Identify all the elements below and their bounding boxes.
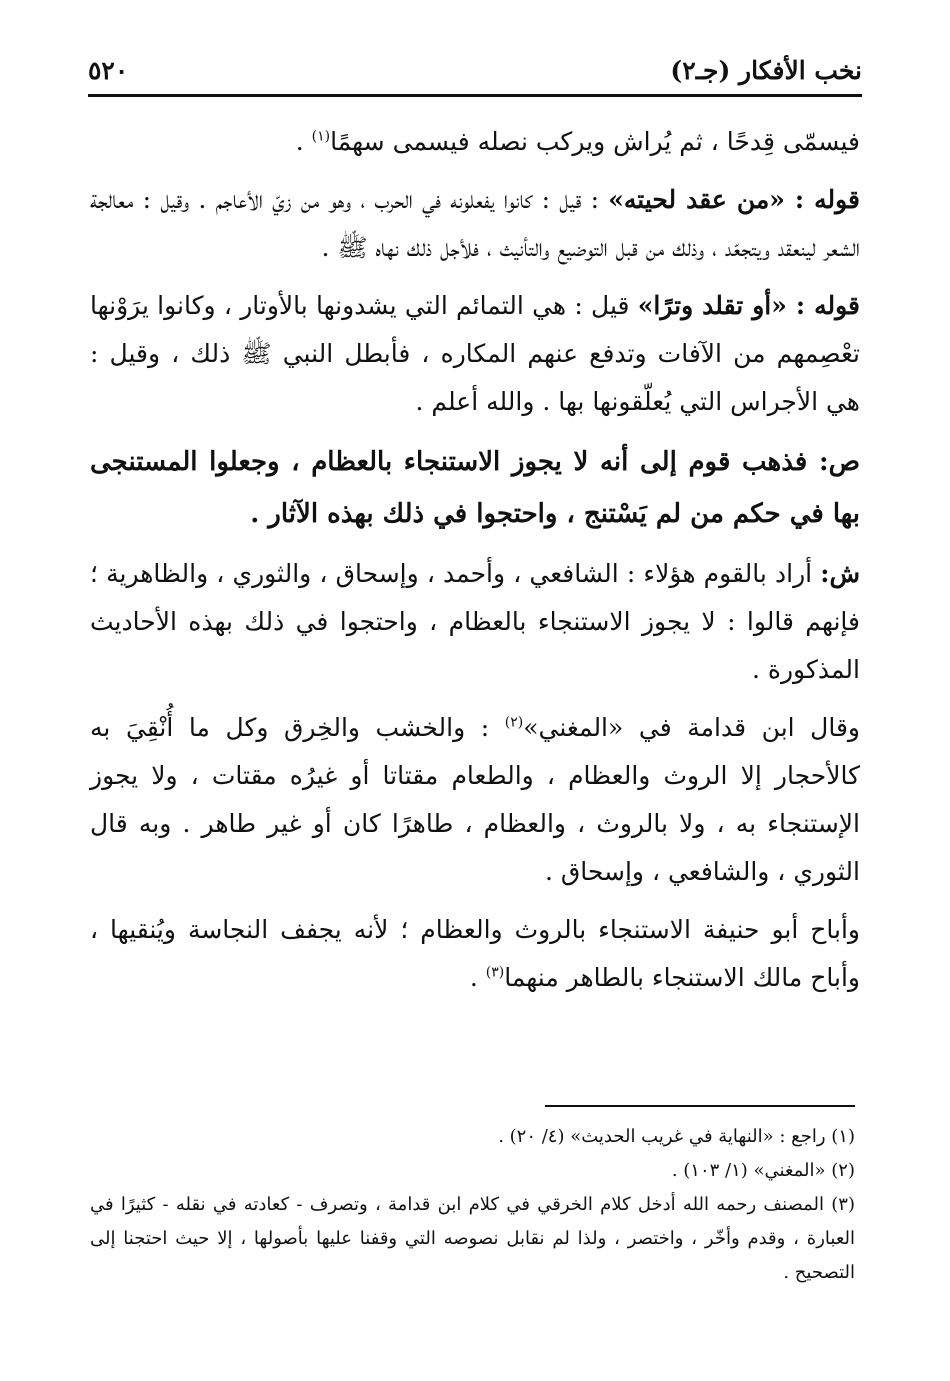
footnote-2: (٢) «المغني» (١/ ١٠٣) . [671,1160,855,1181]
paragraph-2 [90,176,860,272]
paragraph-text: : قيل : كانوا يفعلونه في الحرب ، وهو من زيّ الأعاجم . وقيل : معالجة الشعر لينعقد ويتجعّد ، وذلك من قبل التوضيع والتأنيث ، فلأجل ذلك نهاه ﷺ . [90,185,860,262]
paragraph-tail: . [295,127,312,156]
lemma-lead: قوله : «من عقد لحيته» [608,185,860,214]
page-header [88,52,862,94]
footnotes [90,1120,855,1290]
paragraph-5 [90,550,860,694]
paragraph-text: قيل : هي التمائم التي يشدونها بالأوتار ، وكانوا يرَوْنها تعْصِمهم من الآفات وتدفع عنهم المكاره ، فأبطل النبي ﷺ ذلك ، وقيل : هي الأجراس التي يُعلّقونها بها . والله أعلم . [90,291,860,416]
paragraph-3 [90,282,860,426]
paragraph-4 [90,436,860,540]
footnote-ref-3: (٣) [485,964,505,981]
paragraph-text: وقال ابن قدامة في «المغني» [523,713,860,742]
paragraph-text: وأباح أبو حنيفة الاستنجاء بالروث والعظام ؛ لأنه يجفف النجاسة ويُنقيها ، وأباح مالك الاستنجاء بالطاهر منهما [90,915,860,992]
matn-marker: ص: [818,447,860,477]
paragraph-tail: : والخشب والخِرق وكل ما أُنْقِيَ به كالأحجار إلا الروث والعظام ، والطعام مقتاتا أو غيرُه مقتات ، ولا يجوز الإستنجاء به ، ولا بالروث ، والعظام ، طاهرًا كان أو غير طاهر . وبه قال الثوري ، والشافعي ، وإسحاق . [90,713,860,886]
footnote-divider [545,1105,855,1107]
paragraph-7 [90,906,860,1002]
header-divider [88,94,862,97]
footnote-1: (١) راجع : «النهاية في غريب الحديث» (٤/ ٢٠) . [498,1126,855,1147]
footnote-3: (٣) المصنف رحمه الله أدخل كلام الخرقي في كلام ابن قدامة ، وتصرف - كعادته في نقله - كثيرًا في العبارة ، وقدم وأخّر ، واختصر ، ولذا لم نقابل نصوصه التي وقفنا عليها بأصولها ، إلا حيث احتجنا إلى التصحيح . [90,1194,855,1283]
paragraph-text: أراد بالقوم هؤلاء : الشافعي ، وأحمد ، وإسحاق ، والثوري ، والظاهرية ؛ فإنهم قالوا : لا يجوز الاستنجاء بالعظام ، واحتجوا في ذلك بهذه الأحاديث المذكورة . [90,559,860,684]
footnote-ref-1: (١) [311,128,331,145]
paragraph-tail: . [469,963,486,992]
paragraph-text: فيسمّى قِدحًا ، ثم يُراش ويركب نصله فيسمى سهمًا [330,127,860,156]
paragraph-1 [90,118,860,166]
running-title: نخب الأفكار (جـ٢) [670,56,862,85]
paragraph-6 [90,704,860,896]
paragraph-text: فذهب قوم إلى أنه لا يجوز الاستنجاء بالعظام ، وجعلوا المستنجى بها في حكم من لم يَسْتنج ، واحتجوا في ذلك بهذه الآثار . [90,447,860,529]
footnote-ref-2: (٢) [504,714,524,731]
main-text [90,118,860,1012]
lemma-lead: قوله : «أو تقلد وترًا» [637,291,860,320]
sharh-marker: ش: [820,559,860,588]
page-number: ٥٢٠ [88,56,129,85]
